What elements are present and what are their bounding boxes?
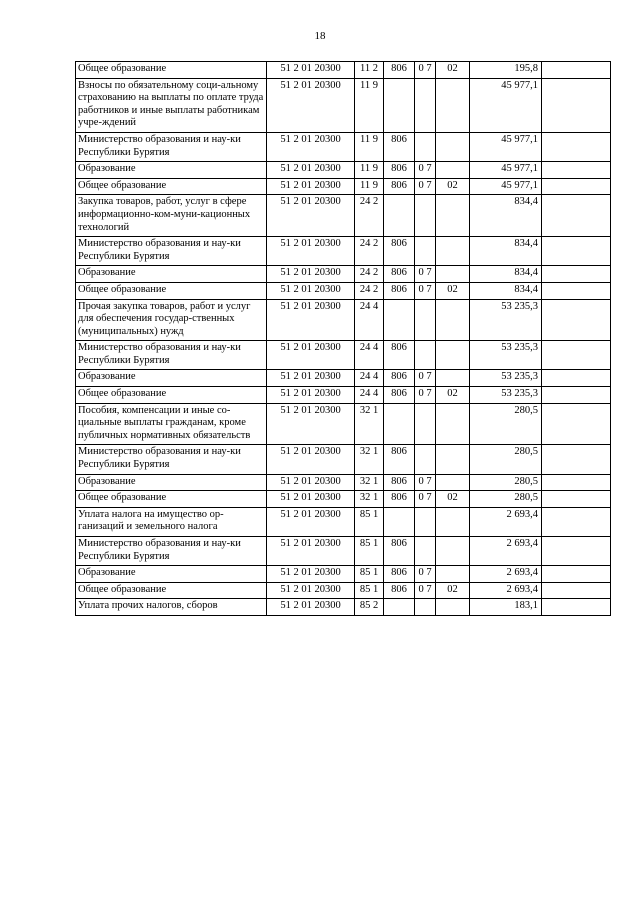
cell-name: Министерство образования и нау-ки Республики Бурятия <box>76 132 267 161</box>
cell-subsection <box>436 299 470 341</box>
table-row <box>76 282 611 299</box>
cell-section: 0 7 <box>415 566 436 583</box>
cell-ministry-code: 806 <box>384 474 415 491</box>
cell-extra <box>542 599 611 616</box>
cell-target-article: 51 2 01 20300 <box>267 282 355 299</box>
cell-name: Министерство образования и нау-ки Республики Бурятия <box>76 237 267 266</box>
cell-name: Взносы по обязательному соци-альному страхованию на выплаты по оплате труда работников и иные выплаты работникам учре-ждений <box>76 78 267 132</box>
cell-target-article: 51 2 01 20300 <box>267 474 355 491</box>
cell-amount: 2 693,4 <box>470 537 542 566</box>
cell-target-article: 51 2 01 20300 <box>267 162 355 179</box>
cell-name: Общее образование <box>76 582 267 599</box>
cell-name: Уплата прочих налогов, сборов <box>76 599 267 616</box>
cell-extra <box>542 566 611 583</box>
cell-subsection <box>436 237 470 266</box>
cell-target-article: 51 2 01 20300 <box>267 266 355 283</box>
cell-section: 0 7 <box>415 178 436 195</box>
cell-section <box>415 507 436 536</box>
cell-ministry-code: 806 <box>384 491 415 508</box>
cell-ministry-code <box>384 299 415 341</box>
cell-ministry-code: 806 <box>384 582 415 599</box>
cell-expense-type: 11 9 <box>355 78 384 132</box>
cell-subsection: 02 <box>436 282 470 299</box>
cell-expense-type: 11 2 <box>355 62 384 79</box>
cell-amount: 280,5 <box>470 403 542 445</box>
cell-ministry-code <box>384 507 415 536</box>
cell-section: 0 7 <box>415 582 436 599</box>
cell-expense-type: 32 1 <box>355 474 384 491</box>
cell-extra <box>542 403 611 445</box>
cell-name: Уплата налога на имущество ор-ганизаций и земельного налога <box>76 507 267 536</box>
cell-name: Министерство образования и нау-ки Республики Бурятия <box>76 341 267 370</box>
cell-subsection <box>436 78 470 132</box>
budget-table <box>75 61 611 616</box>
cell-name: Образование <box>76 566 267 583</box>
table-row <box>76 237 611 266</box>
cell-target-article: 51 2 01 20300 <box>267 445 355 474</box>
cell-name: Закупка товаров, работ, услуг в сфере информационно-ком-муни-кационных технологий <box>76 195 267 237</box>
cell-section <box>415 237 436 266</box>
cell-section <box>415 445 436 474</box>
cell-expense-type: 85 1 <box>355 582 384 599</box>
cell-amount: 183,1 <box>470 599 542 616</box>
table-row <box>76 566 611 583</box>
cell-expense-type: 11 9 <box>355 178 384 195</box>
cell-target-article: 51 2 01 20300 <box>267 178 355 195</box>
cell-subsection <box>436 566 470 583</box>
table-row <box>76 341 611 370</box>
cell-amount: 834,4 <box>470 282 542 299</box>
cell-target-article: 51 2 01 20300 <box>267 341 355 370</box>
cell-section <box>415 403 436 445</box>
cell-subsection: 02 <box>436 582 470 599</box>
cell-subsection <box>436 474 470 491</box>
cell-ministry-code: 806 <box>384 162 415 179</box>
cell-subsection <box>436 195 470 237</box>
cell-subsection <box>436 370 470 387</box>
cell-expense-type: 85 1 <box>355 507 384 536</box>
cell-subsection <box>436 341 470 370</box>
table-row <box>76 132 611 161</box>
cell-extra <box>542 341 611 370</box>
cell-ministry-code: 806 <box>384 282 415 299</box>
cell-extra <box>542 132 611 161</box>
cell-extra <box>542 62 611 79</box>
cell-ministry-code: 806 <box>384 445 415 474</box>
cell-ministry-code: 806 <box>384 341 415 370</box>
cell-ministry-code: 806 <box>384 132 415 161</box>
table-row <box>76 162 611 179</box>
cell-subsection: 02 <box>436 387 470 404</box>
cell-expense-type: 24 2 <box>355 282 384 299</box>
cell-name: Прочая закупка товаров, работ и услуг для обеспечения государ-ственных (муниципальных) нужд <box>76 299 267 341</box>
cell-amount: 280,5 <box>470 445 542 474</box>
cell-amount: 53 235,3 <box>470 341 542 370</box>
cell-ministry-code: 806 <box>384 370 415 387</box>
cell-expense-type: 24 4 <box>355 387 384 404</box>
table-row <box>76 599 611 616</box>
cell-expense-type: 85 1 <box>355 537 384 566</box>
cell-subsection <box>436 132 470 161</box>
cell-extra <box>542 299 611 341</box>
cell-amount: 195,8 <box>470 62 542 79</box>
cell-ministry-code: 806 <box>384 178 415 195</box>
table-row <box>76 78 611 132</box>
cell-amount: 53 235,3 <box>470 370 542 387</box>
cell-amount: 834,4 <box>470 195 542 237</box>
cell-extra <box>542 537 611 566</box>
cell-target-article: 51 2 01 20300 <box>267 78 355 132</box>
cell-ministry-code <box>384 403 415 445</box>
table-row <box>76 491 611 508</box>
cell-target-article: 51 2 01 20300 <box>267 62 355 79</box>
cell-expense-type: 24 2 <box>355 237 384 266</box>
cell-target-article: 51 2 01 20300 <box>267 599 355 616</box>
cell-target-article: 51 2 01 20300 <box>267 491 355 508</box>
cell-subsection: 02 <box>436 491 470 508</box>
cell-amount: 2 693,4 <box>470 507 542 536</box>
cell-name: Общее образование <box>76 491 267 508</box>
cell-ministry-code: 806 <box>384 387 415 404</box>
cell-expense-type: 32 1 <box>355 403 384 445</box>
cell-section: 0 7 <box>415 491 436 508</box>
cell-extra <box>542 162 611 179</box>
cell-extra <box>542 266 611 283</box>
cell-section: 0 7 <box>415 474 436 491</box>
cell-name: Образование <box>76 266 267 283</box>
cell-expense-type: 85 2 <box>355 599 384 616</box>
cell-section <box>415 132 436 161</box>
cell-amount: 45 977,1 <box>470 178 542 195</box>
cell-expense-type: 32 1 <box>355 445 384 474</box>
cell-name: Пособия, компенсации и иные со-циальные выплаты гражданам, кроме публичных нормативных обязательств <box>76 403 267 445</box>
table-row <box>76 445 611 474</box>
cell-name: Образование <box>76 162 267 179</box>
cell-section <box>415 195 436 237</box>
cell-ministry-code: 806 <box>384 266 415 283</box>
cell-extra <box>542 178 611 195</box>
cell-name: Общее образование <box>76 282 267 299</box>
table-row <box>76 474 611 491</box>
cell-name: Общее образование <box>76 387 267 404</box>
cell-target-article: 51 2 01 20300 <box>267 403 355 445</box>
cell-expense-type: 11 9 <box>355 132 384 161</box>
cell-expense-type: 11 9 <box>355 162 384 179</box>
cell-section <box>415 341 436 370</box>
cell-expense-type: 24 4 <box>355 299 384 341</box>
cell-subsection: 02 <box>436 62 470 79</box>
cell-subsection <box>436 266 470 283</box>
table-row <box>76 62 611 79</box>
table-row <box>76 507 611 536</box>
cell-expense-type: 24 2 <box>355 266 384 283</box>
cell-name: Министерство образования и нау-ки Республики Бурятия <box>76 537 267 566</box>
cell-expense-type: 32 1 <box>355 491 384 508</box>
cell-extra <box>542 237 611 266</box>
cell-extra <box>542 507 611 536</box>
cell-subsection <box>436 162 470 179</box>
cell-amount: 53 235,3 <box>470 299 542 341</box>
cell-target-article: 51 2 01 20300 <box>267 237 355 266</box>
cell-name: Общее образование <box>76 62 267 79</box>
cell-name: Образование <box>76 370 267 387</box>
cell-target-article: 51 2 01 20300 <box>267 132 355 161</box>
cell-section: 0 7 <box>415 370 436 387</box>
cell-extra <box>542 474 611 491</box>
cell-ministry-code <box>384 78 415 132</box>
table-row <box>76 537 611 566</box>
cell-ministry-code: 806 <box>384 566 415 583</box>
cell-target-article: 51 2 01 20300 <box>267 507 355 536</box>
cell-amount: 53 235,3 <box>470 387 542 404</box>
cell-target-article: 51 2 01 20300 <box>267 582 355 599</box>
cell-ministry-code: 806 <box>384 237 415 266</box>
cell-target-article: 51 2 01 20300 <box>267 299 355 341</box>
cell-section <box>415 537 436 566</box>
cell-section <box>415 599 436 616</box>
table-row <box>76 178 611 195</box>
cell-name: Образование <box>76 474 267 491</box>
cell-ministry-code <box>384 195 415 237</box>
cell-extra <box>542 582 611 599</box>
page-number: 18 <box>314 30 326 42</box>
cell-ministry-code <box>384 599 415 616</box>
cell-target-article: 51 2 01 20300 <box>267 195 355 237</box>
table-row <box>76 370 611 387</box>
cell-ministry-code: 806 <box>384 62 415 79</box>
cell-expense-type: 85 1 <box>355 566 384 583</box>
cell-extra <box>542 387 611 404</box>
cell-amount: 2 693,4 <box>470 582 542 599</box>
cell-section: 0 7 <box>415 62 436 79</box>
cell-extra <box>542 370 611 387</box>
cell-expense-type: 24 2 <box>355 195 384 237</box>
cell-subsection <box>436 507 470 536</box>
cell-amount: 280,5 <box>470 491 542 508</box>
cell-extra <box>542 282 611 299</box>
cell-ministry-code: 806 <box>384 537 415 566</box>
cell-amount: 45 977,1 <box>470 162 542 179</box>
cell-amount: 834,4 <box>470 266 542 283</box>
table-body <box>76 62 611 616</box>
cell-amount: 45 977,1 <box>470 132 542 161</box>
cell-name: Министерство образования и нау-ки Республики Бурятия <box>76 445 267 474</box>
cell-amount: 2 693,4 <box>470 566 542 583</box>
cell-extra <box>542 78 611 132</box>
table-row <box>76 387 611 404</box>
table-row <box>76 266 611 283</box>
cell-section: 0 7 <box>415 266 436 283</box>
cell-section: 0 7 <box>415 162 436 179</box>
cell-expense-type: 24 4 <box>355 370 384 387</box>
cell-extra <box>542 195 611 237</box>
cell-subsection <box>436 599 470 616</box>
cell-section: 0 7 <box>415 282 436 299</box>
cell-extra <box>542 491 611 508</box>
table-row <box>76 403 611 445</box>
cell-target-article: 51 2 01 20300 <box>267 566 355 583</box>
cell-target-article: 51 2 01 20300 <box>267 387 355 404</box>
cell-section <box>415 78 436 132</box>
cell-section <box>415 299 436 341</box>
cell-amount: 280,5 <box>470 474 542 491</box>
table-row <box>76 582 611 599</box>
cell-target-article: 51 2 01 20300 <box>267 537 355 566</box>
cell-expense-type: 24 4 <box>355 341 384 370</box>
table-row <box>76 299 611 341</box>
cell-name: Общее образование <box>76 178 267 195</box>
cell-subsection <box>436 537 470 566</box>
cell-amount: 834,4 <box>470 237 542 266</box>
cell-amount: 45 977,1 <box>470 78 542 132</box>
cell-subsection: 02 <box>436 178 470 195</box>
cell-target-article: 51 2 01 20300 <box>267 370 355 387</box>
cell-section: 0 7 <box>415 387 436 404</box>
cell-subsection <box>436 403 470 445</box>
cell-extra <box>542 445 611 474</box>
cell-subsection <box>436 445 470 474</box>
table-row <box>76 195 611 237</box>
